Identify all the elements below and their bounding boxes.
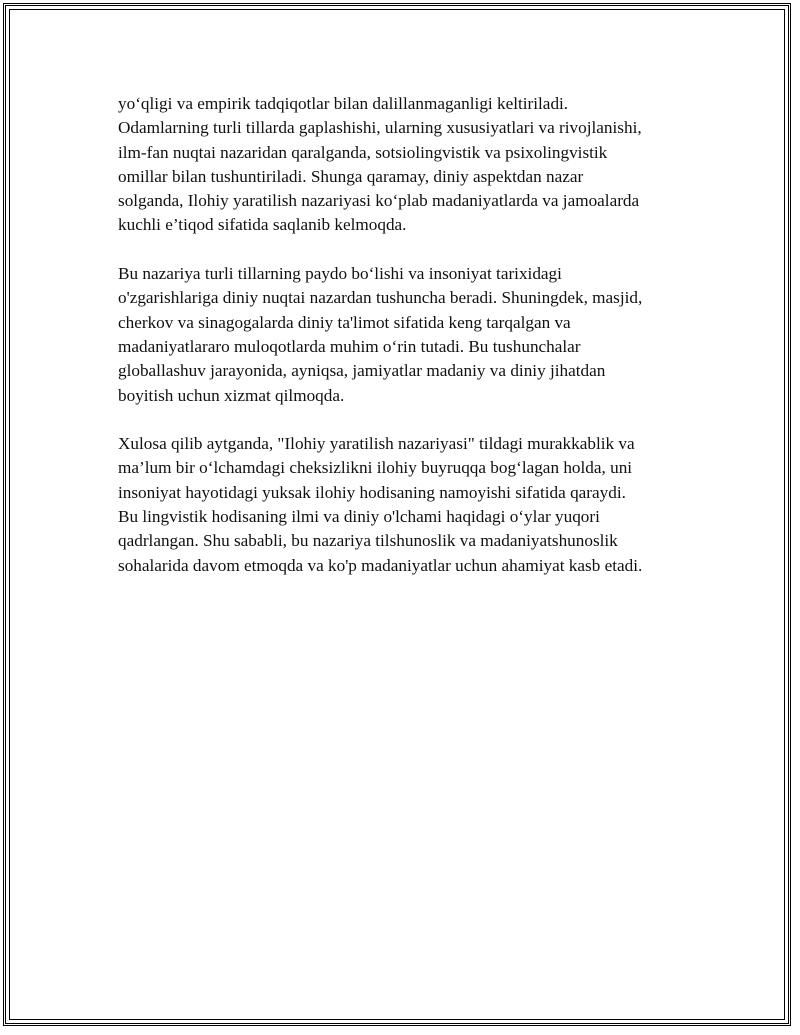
paragraph-3	[118, 432, 688, 578]
text-line: insoniyat hayotidagi yuksak ilohiy hodisaning namoyishi sifatida qaraydi.	[118, 482, 626, 502]
text-line: ilm-fan nuqtai nazaridan qaralganda, sotsiolingvistik va psixolingvistik	[118, 142, 608, 162]
text-line: Odamlarning turli tillarda gaplashishi, ularning xususiyatlari va rivojlanishi,	[118, 118, 642, 138]
text-line: Xulosa qilib aytganda, "Ilohiy yaratilish nazariyasi" tildagi murakkablik va	[118, 434, 635, 454]
text-line: yo‘qligi va empirik tadqiqotlar bilan dalillanmaganligi keltiriladi.	[118, 94, 569, 113]
text-line: solganda, Ilohiy yaratilish nazariyasi ko‘plab madaniyatlarda va jamoalarda	[118, 191, 640, 211]
text-line: Bu nazariya turli tillarning paydo bo‘lishi va insoniyat tarixidagi	[118, 264, 562, 284]
text-line: madaniyatlararo muloqotlarda muhim o‘rin tutadi. Bu tushunchalar	[118, 336, 581, 356]
document-body	[118, 92, 688, 602]
text-line: cherkov va sinagogalarda diniy ta'limot sifatida keng tarqalgan va	[118, 312, 571, 332]
paragraph-2	[118, 262, 688, 408]
text-line: boyitish uchun xizmat qilmoqda.	[118, 385, 345, 405]
text-line: sohalarida davom etmoqda va ko'p madaniyatlar uchun ahamiyat kasb etadi.	[118, 555, 643, 575]
text-line: qadrlangan. Shu sababli, bu nazariya tilshunoslik va madaniyatshunoslik	[118, 531, 618, 551]
text-line: omillar bilan tushuntiriladi. Shunga qaramay, diniy aspektdan nazar	[118, 166, 584, 186]
text-line: o'zgarishlariga diniy nuqtai nazardan tushuncha beradi. Shuningdek, masjid,	[118, 288, 643, 308]
text-line: Bu lingvistik hodisaning ilmi va diniy o'lchami haqidagi o‘ylar yuqori	[118, 507, 600, 527]
text-line: ma’lum bir o‘lchamdagi cheksizlikni ilohiy buyruqqa bog‘lagan holda, uni	[118, 458, 633, 478]
text-line: globallashuv jarayonida, ayniqsa, jamiyatlar madaniy va diniy jihatdan	[118, 361, 606, 381]
paragraph-1	[118, 92, 688, 238]
text-line: kuchli e’tiqod sifatida saqlanib kelmoqda.	[118, 215, 407, 235]
